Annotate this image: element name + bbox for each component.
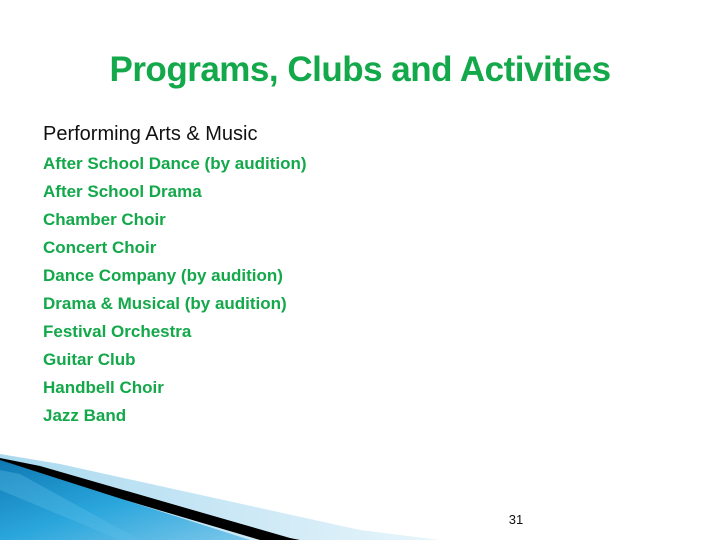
list-item: Festival Orchestra [43, 322, 192, 341]
activity-list [43, 150, 307, 430]
section-heading: Performing Arts & Music [43, 123, 258, 145]
page-number: 31 [508, 512, 524, 527]
list-item: After School Drama [43, 182, 202, 201]
slide-title: Programs, Clubs and Activities [109, 50, 611, 89]
list-item: Drama & Musical (by audition) [43, 294, 287, 313]
list-item: After School Dance (by audition) [43, 154, 307, 173]
list-item: Handbell Choir [43, 378, 164, 397]
list-item: Jazz Band [43, 406, 127, 425]
list-item: Guitar Club [43, 350, 136, 369]
list-item: Dance Company (by audition) [43, 266, 283, 285]
list-item: Concert Choir [43, 238, 157, 257]
decorative-swoosh [0, 450, 720, 540]
list-item: Chamber Choir [43, 210, 166, 229]
